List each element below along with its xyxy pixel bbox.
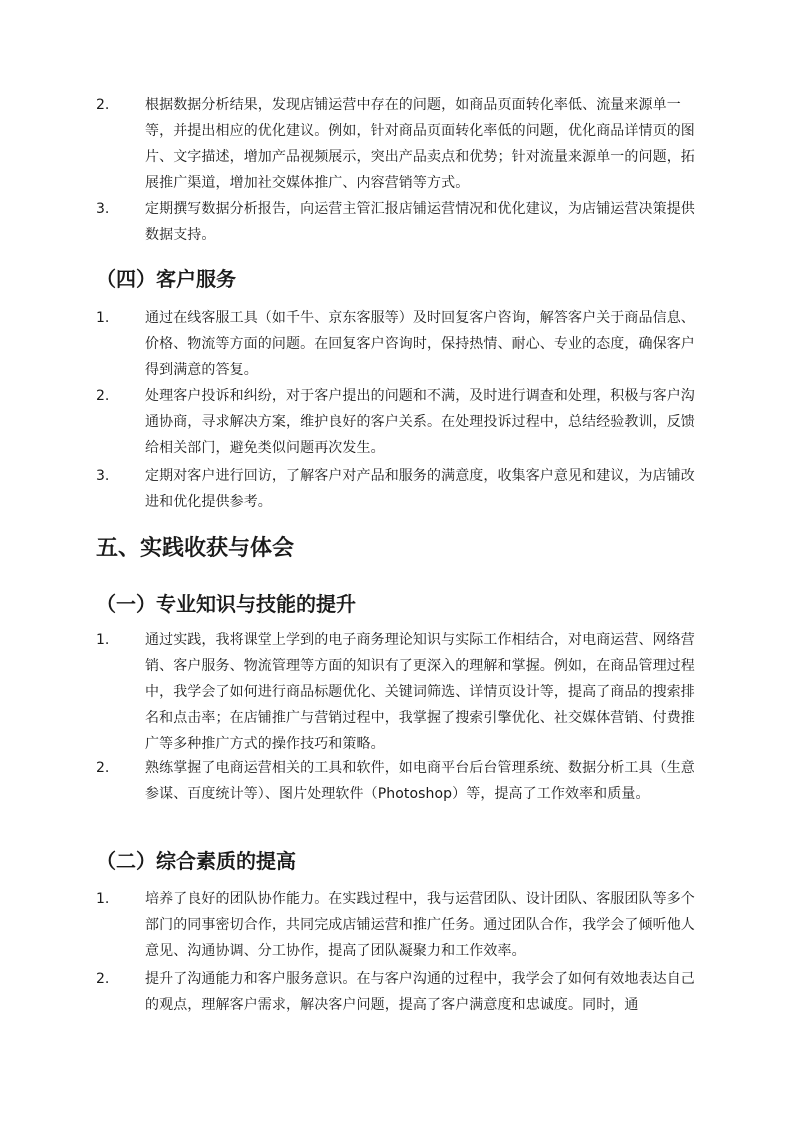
subsection-heading-skills: （一）专业知识与技能的提升 [96,592,356,616]
list-item-number: 2. [96,760,110,776]
list-item-number: 3. [96,201,110,217]
list-item-number: 2. [96,97,110,113]
list-item-number: 2. [96,388,110,404]
list-item-text: 熟练掌握了电商运营相关的工具和软件，如电商平台后台管理系统、数据分析工具（生意参谋、百度统计等）、图片处理软件（Photoshop）等，提高了工作效率和质量。 [145,760,695,802]
list-item-text: 定期撰写数据分析报告，向运营主管汇报店铺运营情况和优化建议，为店铺运营决策提供数据支持。 [145,201,695,243]
list-item-text: 根据数据分析结果，发现店铺运营中存在的问题，如商品页面转化率低、流量来源单一等，并提出相应的优化建议。例如，针对商品页面转化率低的问题，优化商品详情页的图片、文字描述，增加产品视频展示，突出产品卖点和优势；针对流量来源单一的问题，拓展推广渠道，增加社交媒体推广、内容营销等方式。 [145,97,695,191]
list-item-number: 1. [96,891,110,907]
list-item-text: 定期对客户进行回访，了解客户对产品和服务的满意度，收集客户意见和建议，为店铺改进和优化提供参考。 [145,468,695,510]
subsection-heading-customer-service: （四）客户服务 [96,267,236,291]
list-item-number: 2. [96,971,110,987]
subsection-heading-overall-quality: （二）综合素质的提高 [96,849,296,873]
list-item-text: 通过在线客服工具（如千牛、京东客服等）及时回复客户咨询，解答客户关于商品信息、价格、物流等方面的问题。在回复客户咨询时，保持热情、耐心、专业的态度，确保客户得到满意的答复。 [145,310,695,378]
list-item-number: 1. [96,632,110,648]
list-item-number: 3. [96,468,110,484]
list-item-number: 1. [96,310,110,326]
list-item-text: 处理客户投诉和纠纷，对于客户提出的问题和不满，及时进行调查和处理，积极与客户沟通协商，寻求解决方案，维护良好的客户关系。在处理投诉过程中，总结经验教训，反馈给相关部门，避免类似问题再次发生。 [145,388,695,456]
list-item-text: 通过实践，我将课堂上学到的电子商务理论知识与实际工作相结合，对电商运营、网络营销、客户服务、物流管理等方面的知识有了更深入的理解和掌握。例如，在商品管理过程中，我学会了如何进行商品标题优化、关键词筛选、详情页设计等，提高了商品的搜索排名和点击率；在店铺推广与营销过程中，我掌握了搜索引擎优化、社交媒体营销、付费推广等多种推广方式的操作技巧和策略。 [145,632,695,752]
section-heading-practice-gains: 五、实践收获与体会 [96,536,295,561]
list-item-text: 培养了良好的团队协作能力。在实践过程中，我与运营团队、设计团队、客服团队等多个部门的同事密切合作，共同完成店铺运营和推广任务。通过团队合作，我学会了倾听他人意见、沟通协调、分工协作，提高了团队凝聚力和工作效率。 [145,891,695,959]
list-item-text: 提升了沟通能力和客户服务意识。在与客户沟通的过程中，我学会了如何有效地表达自己的观点，理解客户需求，解决客户问题，提高了客户满意度和忠诚度。同时，通 [145,971,695,1013]
